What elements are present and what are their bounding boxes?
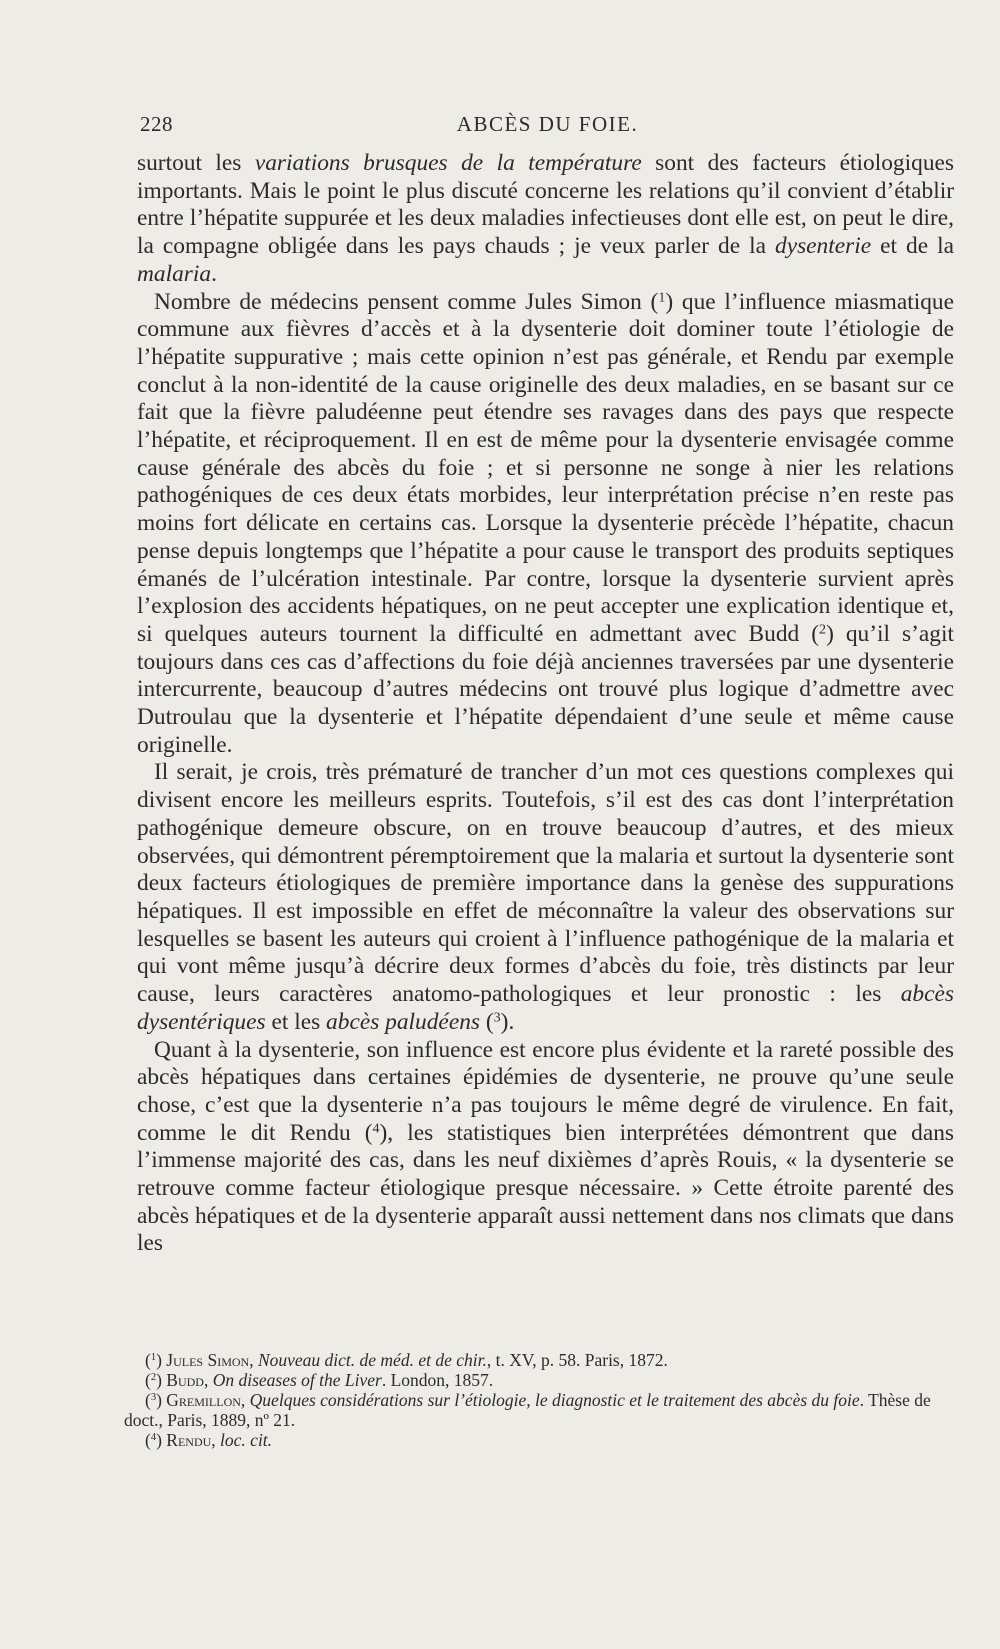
text-run: ( — [145, 1390, 151, 1410]
paragraph — [137, 759, 954, 1036]
footnote-ref: 1 — [150, 1352, 157, 1364]
footnote — [124, 1390, 964, 1430]
text-run: Il serait, je crois, très prématuré de trancher d’un mot ces questions complexes qui divisent encore les meilleurs esprits. Toutefois, s’il est des cas dont l’interprétation pathogénique demeure obscure, on en trouve beaucoup d’autres, et des mieux observées, qui démontrent péremptoirement que la malaria et surtout la dysenterie sont deux facteurs étiologiques de première importance dans la genèse des suppurations hépatiques. Il est impossible en effet de méconnaître la valeur des observations sur lesquelles se basent les auteurs qui croient à l’influence pathogénique de la malaria et qui vont même jusqu’à décrire deux formes d’abcès du foie, très distincts par leur cause, leurs caractères anatomo-pathologiques et leur pronostic : les — [137, 759, 954, 1008]
italic-text: abcès paludéens — [326, 1008, 480, 1035]
text-run: . Thèse de doct., Paris, 1889, nº 21. — [124, 1390, 931, 1430]
body-text — [137, 150, 954, 1258]
italic-text: Nouveau dict. de méd. et de chir. — [257, 1350, 487, 1370]
author-name: Jules Simon — [166, 1350, 250, 1370]
text-run: et les — [265, 1008, 327, 1035]
text-run: ( — [145, 1370, 151, 1390]
running-title: ABCÈS DU FOIE. — [456, 112, 639, 136]
text-run: , — [211, 1430, 221, 1450]
footnote — [124, 1370, 964, 1390]
paragraph — [137, 289, 954, 760]
text-run: ) qu’il s’agit toujours dans ces cas d’affections du foie déjà anciennes traversées par une dysenterie intercurrente, beaucoup d’autres médecins ont trouvé plus logique d’admettre avec Dutroulau que la dysenterie et l’hépatite dépendaient d’une seule et même cause originelle. — [137, 620, 954, 758]
footnotes — [124, 1350, 964, 1450]
italic-text: abcès dysentériques — [137, 981, 954, 1035]
text-run: , — [249, 1350, 258, 1370]
footnote — [124, 1430, 964, 1450]
text-run: sont des facteurs étiologiques importants. Mais le point le plus discuté concerne les relations qu’il convient d’établir entre l’hépatite suppurée et les deux maladies infectieuses dont elle est, on peut le dire, la compagne obligée dans les pays chauds ; je veux parler de la — [137, 150, 955, 260]
italic-text: On diseases of the Liver — [212, 1370, 382, 1390]
text-run: ( — [145, 1430, 151, 1450]
author-name: Budd — [166, 1370, 204, 1390]
text-run: , — [203, 1370, 213, 1390]
text-run: ) — [156, 1390, 167, 1410]
text-run: ( — [480, 1008, 494, 1035]
footnote-ref: 2 — [819, 621, 827, 638]
italic-text: dysenterie — [775, 233, 872, 260]
text-run: , t. XV, p. 58. Paris, 1872. — [486, 1350, 668, 1370]
italic-text: loc. cit. — [220, 1430, 273, 1450]
footnote — [124, 1350, 964, 1370]
text-run: Quant à la dysenterie, son influence est encore plus évidente et la rareté possible des abcès hépatiques dans certaines épidémies de dysenterie, ne prouve qu’une seule chose, c’est que la dysenterie n’a pas toujours le même degré de virulence. En fait, comme le dit Rendu ( — [137, 1036, 954, 1146]
text-run: ) — [156, 1430, 167, 1450]
page-header — [140, 112, 955, 142]
paragraph — [137, 150, 954, 289]
text-run: ) que l’influence miasmatique commune aux fièvres d’accès et à la dysenterie doit dominer toute l’étiologie de l’hépatite suppurative ; mais cette opinion n’est pas générale, et Rendu par exemple conclut à la non-identité de la cause originelle des deux maladies, en se basant sur ce fait que la fièvre paludéenne peut étendre ses ravages dans des pays que respecte l’hépatite, et réciproquement. Il en est de même pour la dysenterie envisagée comme cause générale des abcès du foie ; et si personne ne songe à nier les relations pathogéniques de ces deux états morbides, leur interprétation précise n’en reste pas moins fort délicate en certains cas. Lorsque la dysenterie précède l’hépatite, chacun pense depuis longtemps que l’hépatite a pour cause le transport des produits septiques émanés de l’ulcération intestinale. Par contre, lorsque la dysenterie survient après l’explosion des accidents hépatiques, on ne peut accepter une explication identique et, si quelques auteurs tournent la difficulté en admettant avec Budd ( — [137, 288, 955, 647]
footnote-ref: 4 — [150, 1432, 157, 1444]
text-run: ) — [156, 1350, 167, 1370]
author-name: Rendu — [166, 1430, 212, 1450]
footnote-ref: 3 — [150, 1392, 157, 1404]
footnote-ref: 2 — [150, 1372, 157, 1384]
text-run: ), les statistiques bien interprétées démontrent que dans l’immense majorité des cas, dans les neuf dixièmes d’après Rouis, « la dysenterie se retrouve comme facteur étiologique presque nécessaire. » Cette étroite parenté des abcès hépatiques et de la dysenterie apparaît aussi nettement dans nos climats que dans les — [137, 1119, 954, 1257]
italic-text: Quelques considérations sur l’étiologie, le diagnostic et le traitement des abcès du foie — [249, 1390, 860, 1410]
text-run: ) — [156, 1370, 167, 1390]
text-run: surtout les — [137, 150, 255, 176]
author-name: Gremillon — [166, 1390, 241, 1410]
footnote-ref: 4 — [372, 1119, 380, 1136]
footnote-ref: 3 — [493, 1009, 501, 1026]
text-run: Nombre de médecins pensent comme Jules Simon ( — [154, 288, 659, 315]
text-run: ( — [145, 1350, 151, 1370]
page-number: 228 — [140, 112, 173, 136]
paragraph — [137, 1037, 954, 1259]
text-run: . London, 1857. — [381, 1370, 494, 1390]
footnote-ref: 1 — [658, 288, 666, 305]
italic-text: variations brusques de la température — [254, 150, 642, 176]
text-run: et de la — [871, 233, 954, 260]
italic-text: malaria — [137, 260, 212, 287]
text-run: ). — [500, 1008, 515, 1035]
text-run: , — [240, 1390, 250, 1410]
text-run: . — [211, 260, 217, 287]
